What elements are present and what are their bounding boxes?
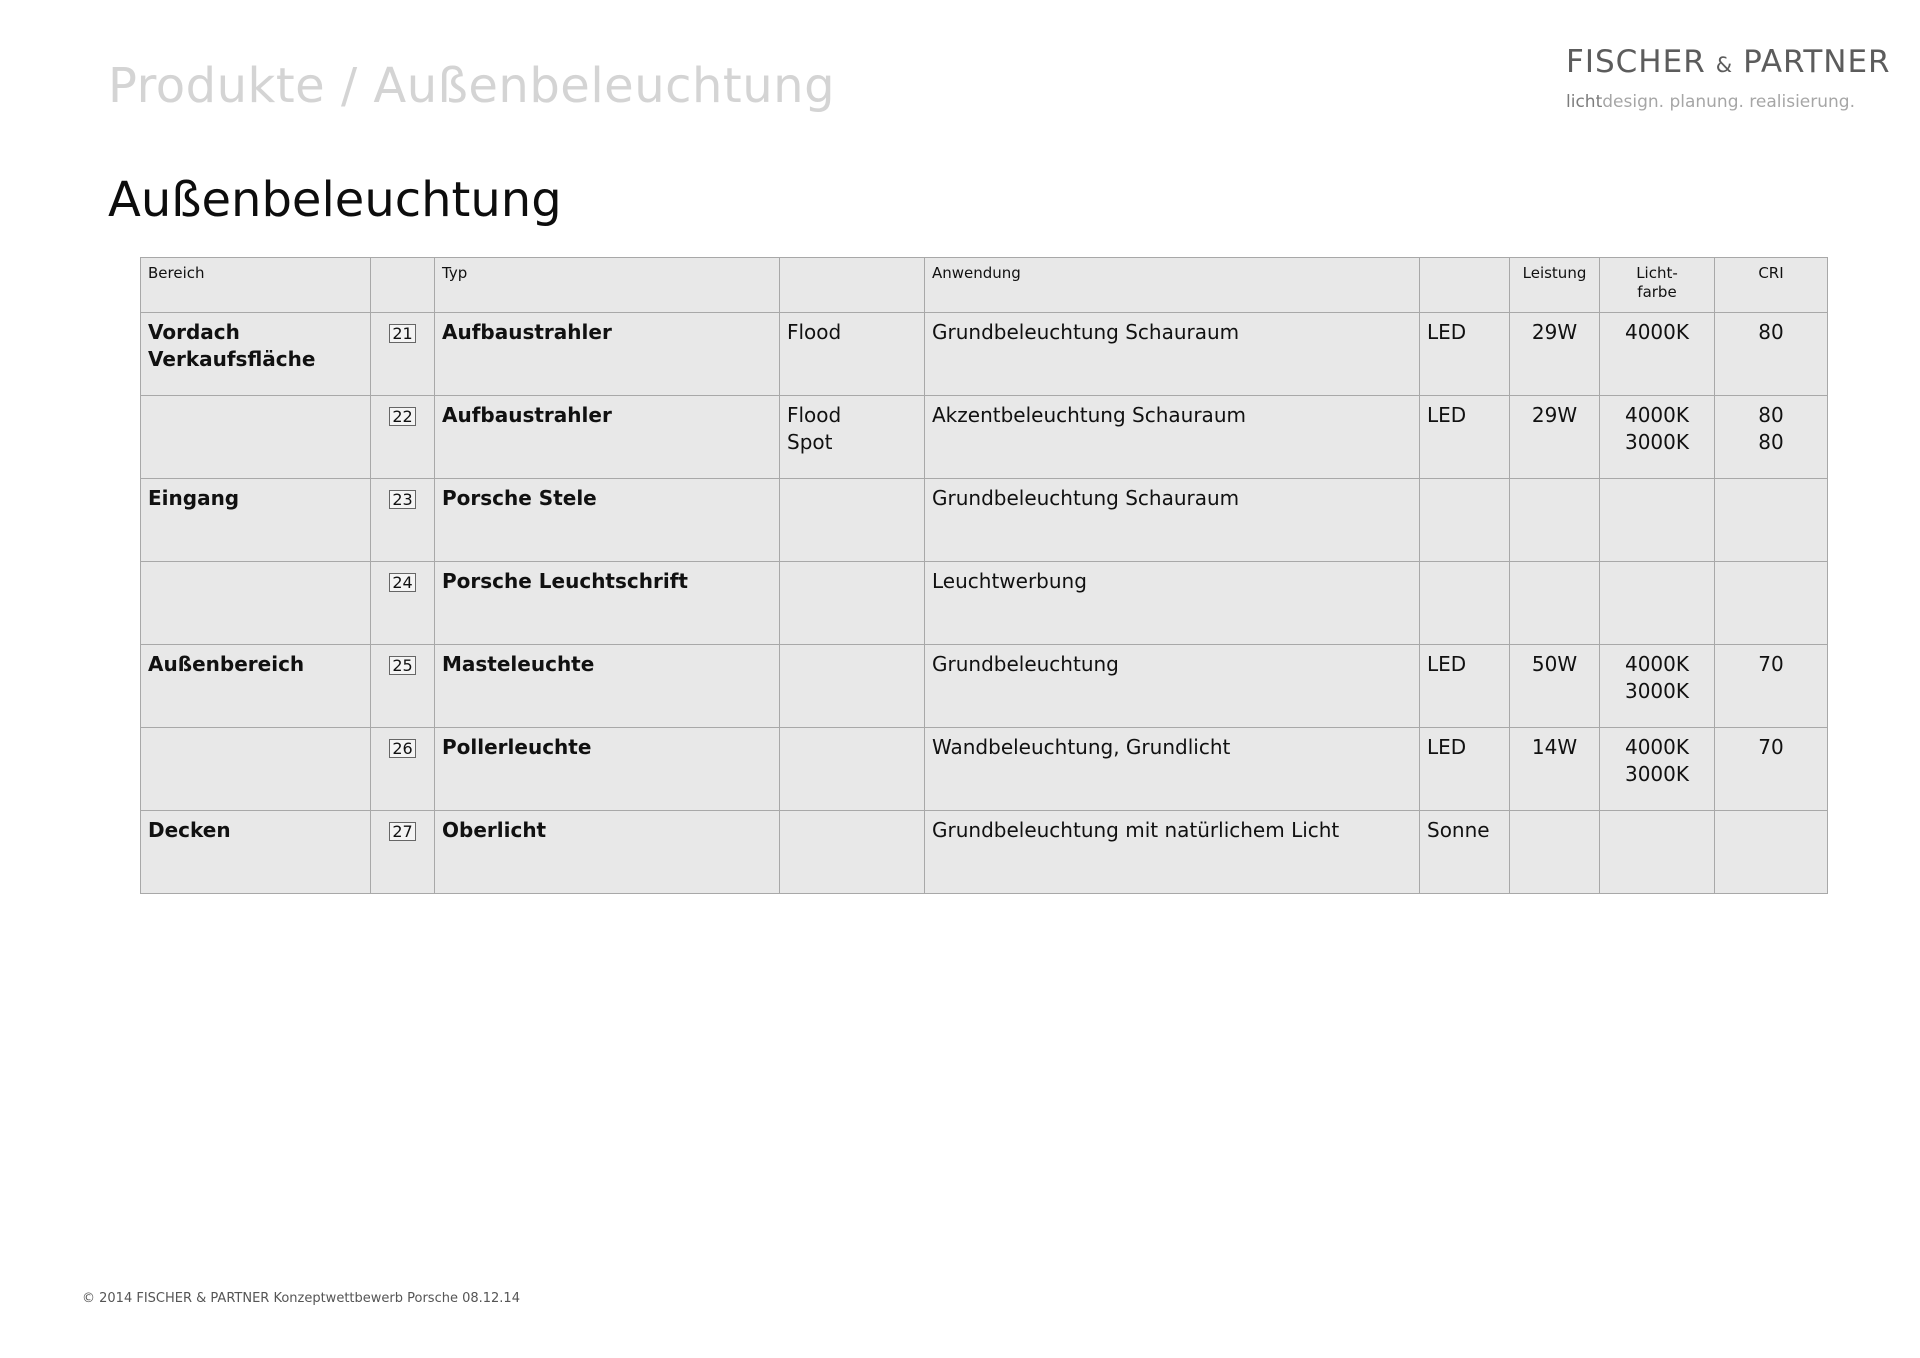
- cell-anwendung: Grundbeleuchtung: [925, 645, 1420, 728]
- header-leistung: Leistung: [1510, 258, 1600, 313]
- cell-lichtfarbe: [1600, 811, 1715, 894]
- cell-lichtfarbe-line: 4000K: [1624, 403, 1689, 427]
- cell-cri-line: 80: [1758, 320, 1784, 344]
- cell-lichtfarbe: [1600, 728, 1715, 811]
- cell-lichtfarbe-line: 3000K: [1624, 679, 1689, 703]
- header-lichtfarbe-line2: farbe: [1637, 283, 1677, 301]
- cell-cri-line: 70: [1758, 652, 1784, 676]
- cell-typ: Aufbaustrahler: [435, 396, 780, 479]
- cell-quelle: [1420, 562, 1510, 645]
- cell-variante: [780, 313, 925, 396]
- table-row: [141, 479, 1828, 562]
- cell-typ: Porsche Stele: [435, 479, 780, 562]
- item-number-badge: 26: [389, 739, 415, 758]
- cell-typ: Pollerleuchte: [435, 728, 780, 811]
- cell-lichtfarbe: [1600, 479, 1715, 562]
- table-header-row: [141, 258, 1828, 313]
- cell-cri: [1715, 562, 1828, 645]
- logo-name-part2: PARTNER: [1743, 44, 1891, 80]
- cell-lichtfarbe-line: 4000K: [1624, 320, 1689, 344]
- cell-lichtfarbe-line: 3000K: [1624, 762, 1689, 786]
- cell-anwendung: Grundbeleuchtung Schauraum: [925, 313, 1420, 396]
- cell-lichtfarbe-line: 4000K: [1624, 735, 1689, 759]
- cell-variante-line: Spot: [787, 430, 833, 454]
- company-logo: [1566, 44, 1896, 112]
- cell-nr: [371, 479, 435, 562]
- table-row: [141, 396, 1828, 479]
- table-body: [141, 313, 1828, 894]
- logo-tagline: [1566, 92, 1896, 112]
- cell-lichtfarbe: [1600, 313, 1715, 396]
- cell-lichtfarbe: [1600, 562, 1715, 645]
- header-lichtfarbe-line1: Licht-: [1636, 264, 1678, 282]
- cell-anwendung: Grundbeleuchtung Schauraum: [925, 479, 1420, 562]
- cell-variante: [780, 479, 925, 562]
- cell-quelle: LED: [1420, 728, 1510, 811]
- cell-bereich: [141, 811, 371, 894]
- cell-bereich: [141, 396, 371, 479]
- cell-typ: Masteleuchte: [435, 645, 780, 728]
- header-quelle: [1420, 258, 1510, 313]
- cell-lichtfarbe-line: 4000K: [1624, 652, 1689, 676]
- cell-lichtfarbe: [1600, 396, 1715, 479]
- header-lichtfarbe: [1600, 258, 1715, 313]
- cell-bereich: [141, 562, 371, 645]
- cell-quelle: LED: [1420, 645, 1510, 728]
- page-header-title: Produkte / Außenbeleuchtung: [108, 58, 836, 114]
- logo-tagline-rest: design. planung. realisierung.: [1602, 92, 1856, 112]
- cell-nr: [371, 811, 435, 894]
- item-number-badge: 24: [389, 573, 415, 592]
- cell-variante: [780, 728, 925, 811]
- cell-anwendung: Akzentbeleuchtung Schauraum: [925, 396, 1420, 479]
- cell-bereich-line: Eingang: [148, 486, 240, 510]
- cell-variante-line: Flood: [787, 320, 842, 344]
- cell-bereich: [141, 728, 371, 811]
- cell-anwendung: Wandbeleuchtung, Grundlicht: [925, 728, 1420, 811]
- cell-leistung: 29W: [1510, 396, 1600, 479]
- cell-quelle: [1420, 479, 1510, 562]
- cell-leistung: [1510, 562, 1600, 645]
- cell-quelle: Sonne: [1420, 811, 1510, 894]
- cell-leistung: [1510, 811, 1600, 894]
- cell-bereich-line: Vordach: [148, 320, 240, 344]
- cell-bereich: [141, 313, 371, 396]
- logo-ampersand: &: [1715, 53, 1734, 77]
- cell-bereich-line: Decken: [148, 818, 231, 842]
- logo-tagline-strong: licht: [1566, 92, 1603, 112]
- logo-name: [1566, 44, 1896, 80]
- cell-quelle: LED: [1420, 313, 1510, 396]
- item-number-badge: 22: [389, 407, 415, 426]
- table-row: [141, 562, 1828, 645]
- cell-variante: [780, 811, 925, 894]
- header-nr: [371, 258, 435, 313]
- item-number-badge: 21: [389, 324, 415, 343]
- header-cri: CRI: [1715, 258, 1828, 313]
- header-typ: Typ: [435, 258, 780, 313]
- cell-cri-line: 80: [1758, 430, 1784, 454]
- cell-nr: [371, 645, 435, 728]
- section-title: Außenbeleuchtung: [108, 172, 562, 228]
- cell-cri: [1715, 396, 1828, 479]
- cell-lichtfarbe-line: 3000K: [1624, 430, 1689, 454]
- cell-nr: [371, 396, 435, 479]
- cell-bereich: [141, 645, 371, 728]
- cell-bereich-line: Außenbereich: [148, 652, 305, 676]
- cell-cri-line: 80: [1758, 403, 1784, 427]
- table-row: [141, 645, 1828, 728]
- item-number-badge: 23: [389, 490, 415, 509]
- cell-cri: [1715, 313, 1828, 396]
- cell-bereich-line: Verkaufsfläche: [148, 347, 316, 371]
- cell-nr: [371, 562, 435, 645]
- products-table: [140, 257, 1828, 894]
- cell-lichtfarbe: [1600, 645, 1715, 728]
- cell-bereich: [141, 479, 371, 562]
- header-anwendung: Anwendung: [925, 258, 1420, 313]
- cell-variante-line: Flood: [787, 403, 842, 427]
- cell-nr: [371, 313, 435, 396]
- cell-typ: Aufbaustrahler: [435, 313, 780, 396]
- cell-typ: Porsche Leuchtschrift: [435, 562, 780, 645]
- cell-variante: [780, 562, 925, 645]
- cell-typ: Oberlicht: [435, 811, 780, 894]
- cell-leistung: [1510, 479, 1600, 562]
- item-number-badge: 27: [389, 822, 415, 841]
- cell-cri-line: 70: [1758, 735, 1784, 759]
- cell-anwendung: Grundbeleuchtung mit natürlichem Licht: [925, 811, 1420, 894]
- cell-quelle: LED: [1420, 396, 1510, 479]
- cell-variante: [780, 396, 925, 479]
- table-row: [141, 728, 1828, 811]
- cell-cri: [1715, 728, 1828, 811]
- footer-copyright: © 2014 FISCHER & PARTNER Konzeptwettbewerb Porsche 08.12.14: [82, 1291, 520, 1306]
- header-variante: [780, 258, 925, 313]
- cell-variante: [780, 645, 925, 728]
- cell-leistung: 29W: [1510, 313, 1600, 396]
- table-row: [141, 811, 1828, 894]
- cell-nr: [371, 728, 435, 811]
- cell-cri: [1715, 479, 1828, 562]
- item-number-badge: 25: [389, 656, 415, 675]
- header-bereich: Bereich: [141, 258, 371, 313]
- cell-leistung: 50W: [1510, 645, 1600, 728]
- table-row: [141, 313, 1828, 396]
- logo-name-part1: FISCHER: [1566, 44, 1706, 80]
- cell-cri: [1715, 645, 1828, 728]
- cell-anwendung: Leuchtwerbung: [925, 562, 1420, 645]
- cell-leistung: 14W: [1510, 728, 1600, 811]
- cell-cri: [1715, 811, 1828, 894]
